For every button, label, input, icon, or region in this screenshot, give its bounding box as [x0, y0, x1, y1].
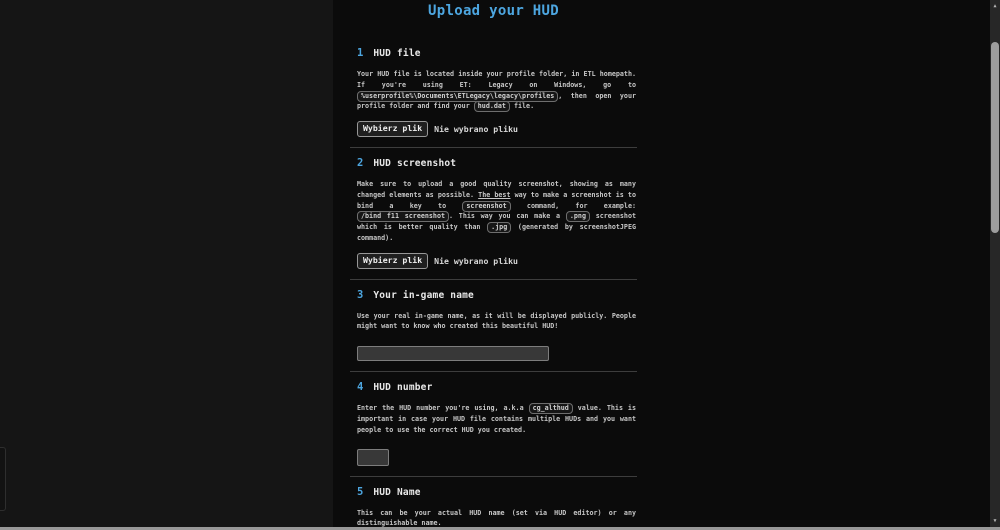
section-heading-hud-file [357, 47, 637, 59]
section-title: HUD number [373, 382, 433, 394]
upload-hud-form [350, 0, 637, 529]
section-number: 3 [357, 288, 364, 301]
inline-code: hud.dat [474, 101, 510, 112]
choose-file-button[interactable]: Wybierz plik [357, 121, 428, 137]
section-paragraph: Enter the HUD number you're using, a.k.a cg_althud value. This is important in case your HUD file contains multiple HUDs and you want people to use the correct HUD you created. [357, 404, 636, 434]
vertical-scrollbar[interactable] [990, 0, 1000, 530]
section-title: HUD Name [373, 486, 421, 498]
inline-code: .jpg [487, 222, 511, 233]
inline-code: .png [566, 211, 590, 222]
section-divider [350, 371, 637, 372]
inline-code: %userprofile%\Documents\ETLegacy\legacy\profiles [357, 91, 558, 102]
section-number: 5 [357, 485, 364, 498]
section-number: 4 [357, 381, 364, 394]
inline-code: cg_althud [529, 403, 573, 414]
section-paragraph: Your HUD file is located inside your profile folder, in ETL homepath. If you're using ET: Legacy on Windows, go to %userprofile%\Documents\ETLegacy\legacy\profiles , then open your profile folder and find your hud.dat file. [357, 70, 636, 111]
file-chosen-status: Nie wybrano pliku [434, 124, 518, 135]
section-divider [350, 147, 637, 148]
partial-offscreen-panel [0, 447, 6, 511]
scrollbar-thumb[interactable] [991, 42, 999, 233]
section-divider [350, 279, 637, 280]
section-heading-ingame-name [357, 289, 637, 301]
inline-code: screenshot [462, 201, 510, 212]
inline-code: /bind f11 screenshot [357, 211, 449, 222]
section-paragraph: This can be your actual HUD name (set via HUD editor) or any distinguishable name. [357, 508, 636, 528]
scroll-up-icon[interactable]: ▲ [993, 3, 997, 9]
page-title: Upload your HUD [428, 3, 559, 19]
file-chosen-status: Nie wybrano pliku [434, 255, 518, 266]
section-number: 1 [357, 47, 364, 59]
section-number: 2 [357, 157, 364, 170]
ingame-name-input[interactable] [357, 346, 549, 361]
section-paragraph: Use your real in-game name, as it will be displayed publicly. People might want to know who created this beautiful HUD! [357, 311, 636, 331]
section-paragraph: Make sure to upload a good quality screenshot, showing as many changed elements as possible. The best way to make a screenshot is to bind a key to screenshot command, for example: /bind f11 screenshot . This way you can make a .png screenshot which is better quality than .jpg (generated by screenshotJPEG command). [357, 180, 637, 243]
scroll-down-icon[interactable]: ▼ [993, 518, 997, 524]
section-title: HUD screenshot [373, 158, 457, 170]
underlined-text: The best [478, 190, 511, 199]
hud-file-input-row [357, 121, 637, 137]
screenshot-file-input-row [357, 253, 637, 269]
ingame-name-input-row [357, 341, 637, 361]
section-title: Your in-game name [373, 289, 474, 301]
hud-number-input-row [357, 445, 637, 466]
desktop-left-region [0, 0, 333, 530]
choose-file-button[interactable]: Wybierz plik [357, 253, 428, 269]
section-heading-hud-screenshot [357, 157, 637, 169]
section-divider [350, 476, 637, 477]
section-heading-hud-number [357, 381, 637, 393]
hud-number-input[interactable] [357, 449, 389, 466]
section-heading-hud-name [357, 486, 637, 498]
section-title: HUD file [373, 48, 421, 59]
